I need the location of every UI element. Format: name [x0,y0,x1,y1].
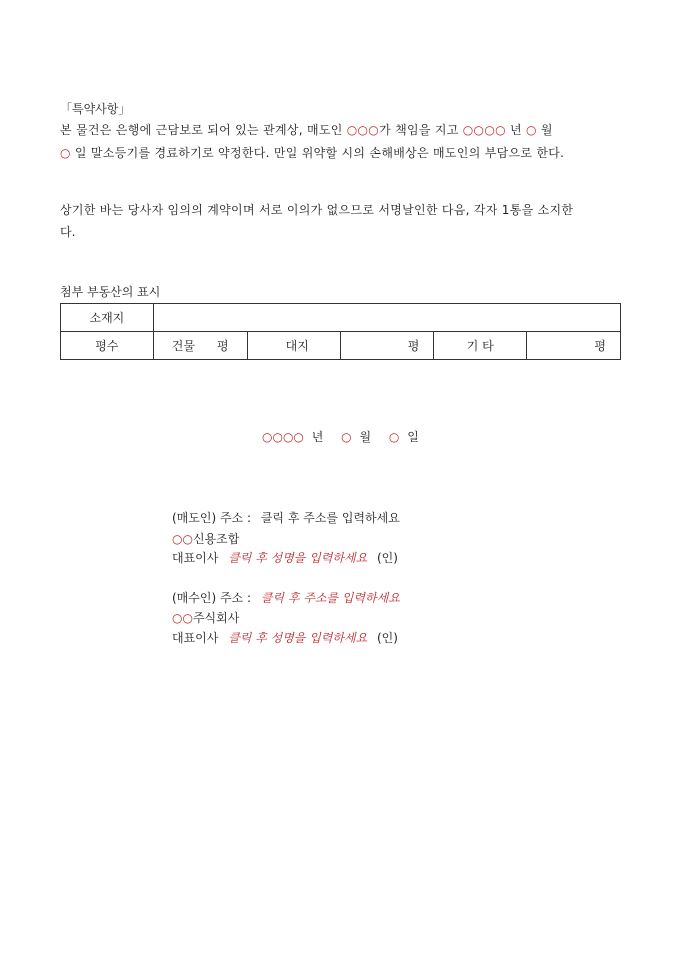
building-cell[interactable] [153,332,247,360]
special-terms-text: 일 말소등기를 경료하기로 약정한다. 만일 위약할 시의 손해배상은 매도인의 부담으로 한다. [70,146,565,160]
buyer-org-placeholder[interactable]: ○○ [172,611,193,625]
special-terms-line-1 [60,121,553,138]
seller-rep-line [172,549,398,566]
special-terms-heading: 「특약사항」 [60,102,131,116]
month-placeholder[interactable]: ○ [526,123,537,137]
special-terms-line-2 [60,144,564,161]
buyer-rep-label: 대표이사 [172,631,219,645]
date-year-label: 년 [311,430,324,444]
seller-org-placeholder[interactable]: ○○ [172,532,193,546]
date-month-placeholder[interactable]: ○ [341,430,352,444]
year-placeholder[interactable]: ○○○○ [462,123,506,137]
date-day-placeholder[interactable]: ○ [388,430,400,444]
buyer-address-input[interactable]: 클릭 후 주소를 입력하세요 [260,591,400,605]
seller-address-label: (매도인) 주소 : [172,511,251,525]
seller-rep-label: 대표이사 [172,551,219,565]
table-row [61,332,621,360]
pyeong-unit[interactable]: 평 [340,332,434,360]
date-day-label: 일 [407,430,419,444]
buyer-seal: (인) [377,631,398,645]
year-label: 년 [505,123,526,137]
seller-name-placeholder[interactable]: ○○○ [346,123,380,137]
buyer-address-label: (매수인) 주소 : [172,591,251,605]
property-table [60,303,621,360]
buyer-org-line [172,609,239,626]
pyeong-unit: 평 [216,339,229,353]
special-terms-text: 가 책임을 지고 [379,123,463,137]
location-value[interactable] [153,304,620,332]
attachment-title: 첨부 부동산의 표시 [60,285,161,299]
special-terms-text: 본 물건은 은행에 근담보로 되어 있는 관계상, 매도인 [60,123,347,137]
building-label: 건물 [171,339,195,353]
month-label: 월 [536,123,553,137]
location-label: 소재지 [61,304,154,332]
buyer-rep-name-input[interactable]: 클릭 후 성명을 입력하세요 [228,631,368,645]
seller-rep-name-input[interactable]: 클릭 후 성명을 입력하세요 [228,551,368,565]
other-label: 기 타 [434,332,527,360]
day-placeholder[interactable]: ○ [60,146,71,160]
seller-org-line [172,530,239,547]
buyer-rep-line [172,629,398,646]
land-label: 대지 [247,332,340,360]
seller-address-line [172,509,400,526]
buyer-org-name: 주식회사 [192,611,240,625]
seller-address-input[interactable]: 클릭 후 주소를 입력하세요 [260,511,400,525]
pyeong-unit[interactable]: 평 [527,332,621,360]
area-label: 평수 [61,332,154,360]
seller-org-name: 신용조합 [192,532,240,546]
seller-seal: (인) [377,551,398,565]
table-row [61,304,621,332]
date-month-label: 월 [359,430,372,444]
buyer-address-line [172,589,400,606]
contract-date [262,428,419,445]
date-year-placeholder[interactable]: ○○○○ [262,430,304,444]
closing-line-2: 다. [60,225,76,239]
closing-line-1: 상기한 바는 당사자 임의의 계약이며 서로 이의가 없으므로 서명날인한 다음, 각자 1통을 소지한 [60,203,574,217]
